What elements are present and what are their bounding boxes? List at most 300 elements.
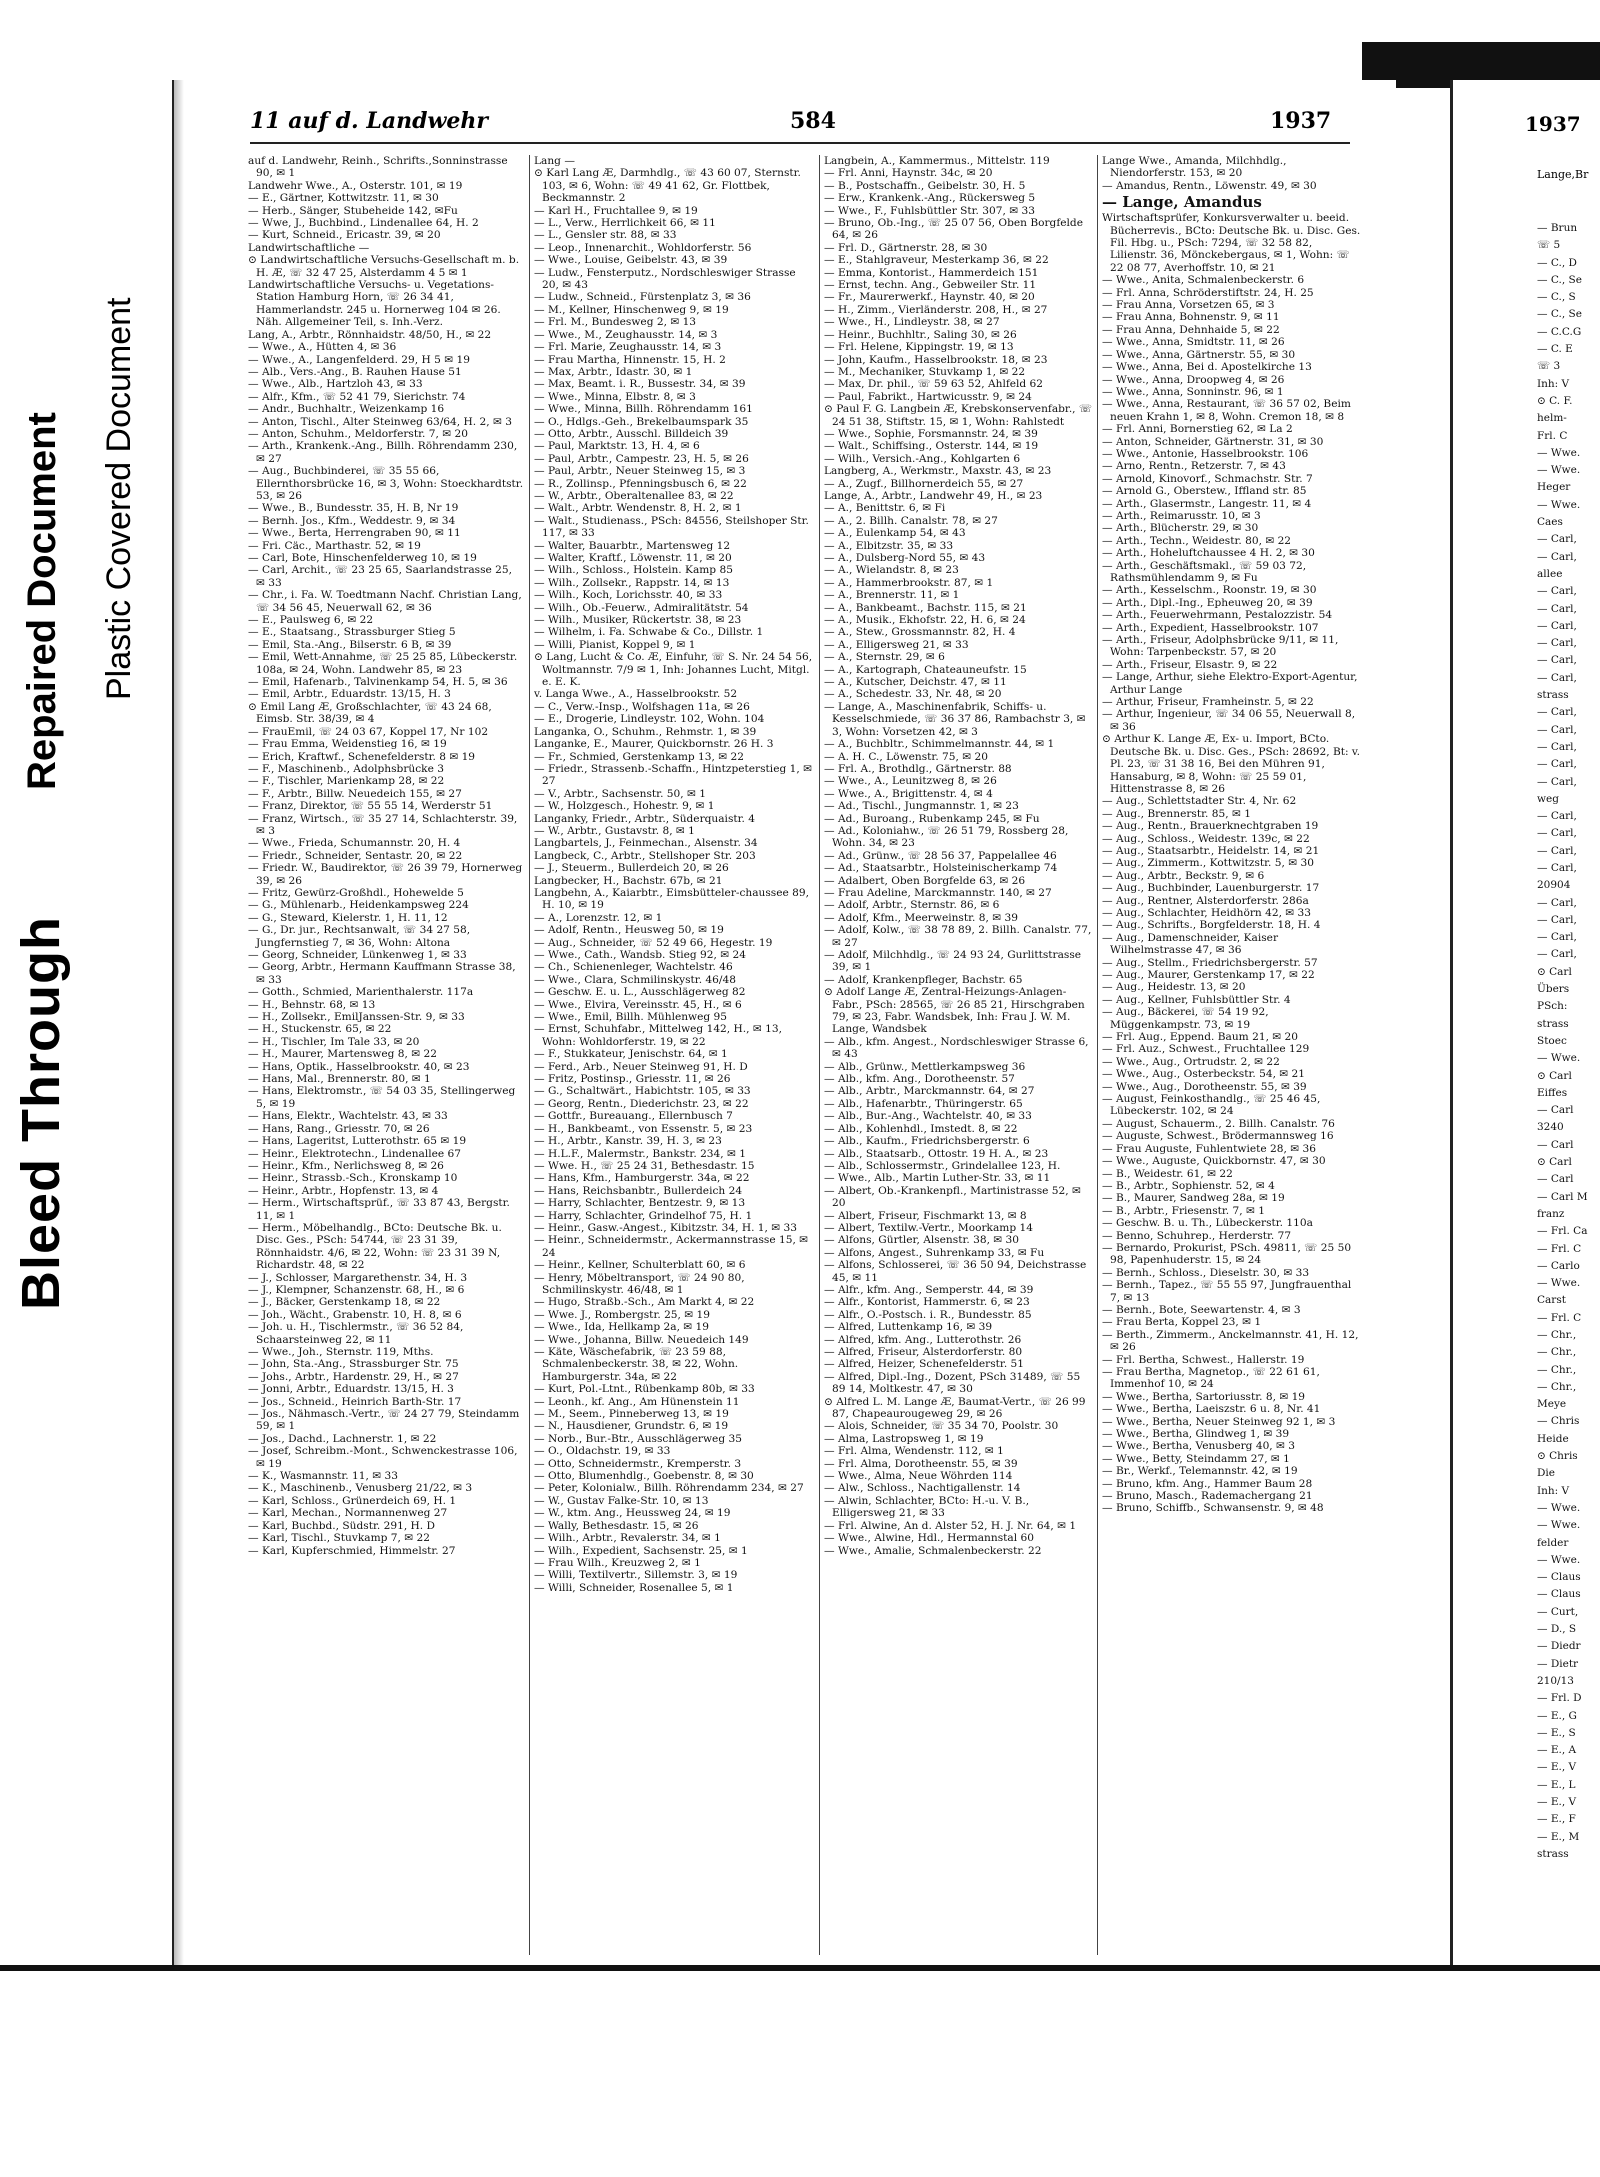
next-page-fragment: Die [1537, 1467, 1555, 1480]
directory-entry: — Wally, Bethesdastr. 15, ✉ 26 [534, 1519, 699, 1532]
directory-entry: — Ad., Grünw., ☏ 28 56 37, Pappelallee 46 [824, 849, 1057, 862]
directory-entry: — Hans, Rang., Griesstr. 70, ✉ 26 [248, 1122, 430, 1135]
directory-entry: — Fr., Schmied, Gerstenkamp 13, ✉ 22 [534, 750, 744, 763]
directory-entry: — Alfr., Kfm., ☏ 52 41 79, Sierichstr. 74 [248, 390, 466, 403]
directory-entry: — Arthur, Ingenieur, ☏ 34 06 55, Neuerwall 8, ✉ 36 [1102, 708, 1356, 733]
directory-entry: ⊙ Landwirtschaftliche Versuchs-Gesellschaft m. b. H. Æ, ☏ 32 47 25, Alsterdamm 4 5 ✉ 1 [248, 254, 520, 279]
next-page-fragment: Inh: V [1537, 1484, 1570, 1497]
directory-entry: — Alfred, Dipl.-Ing., Dozent, PSch 31489, ☏ 55 89 14, Moltkestr. 47, ✉ 30 [824, 1370, 1081, 1396]
directory-entry: — Heinr., Elektrotechn., Lindenallee 67 [248, 1147, 461, 1160]
directory-entry: — B., Postschaffn., Geibelstr. 30, H. 5 [824, 179, 1026, 192]
directory-entry: — Georg, Schneider, Lünkenweg 1, ✉ 33 [248, 949, 467, 961]
directory-entry: — Käte, Wäschefabrik, ☏ 23 59 88, Schmalenbeckerstr. 38, ✉ 22, Wohn. Hamburgerstr. 34a, ✉ 22 [534, 1346, 739, 1383]
directory-entry: — Wilh., Zollsekr., Rappstr. 14, ✉ 13 [534, 576, 730, 589]
directory-entry: — Alfr., Kontorist, Hammerstr. 6, ✉ 23 [824, 1296, 1030, 1309]
directory-column-1 [248, 155, 524, 1955]
next-page-fragment: — Chr., [1537, 1363, 1577, 1376]
next-page-fragment: ⊙ Carl [1537, 1156, 1572, 1169]
directory-entry: — Fri. Cäc., Marthastr. 52, ✉ 19 [248, 539, 421, 552]
next-page-fragment: — E., A [1537, 1744, 1577, 1757]
directory-entry: — Heinr., Kellner, Schulterblatt 60, ✉ 6 [534, 1259, 746, 1272]
directory-entry: — Aug., Heidestr. 13, ✉ 20 [1102, 981, 1246, 994]
directory-entry: — Frau Martha, Hinnenstr. 15, H. 2 [534, 353, 726, 366]
directory-entry: — Hugo, Straßb.-Sch., Am Markt 4, ✉ 22 [534, 1296, 755, 1309]
directory-entry: — W., Arbtr., Gustavstr. 8, ✉ 1 [534, 824, 695, 837]
directory-entry: — Bernh., Tapez., ☏ 55 55 97, Jungfrauenthal 7, ✉ 13 [1102, 1279, 1352, 1304]
next-page-fragment: — Carl, [1537, 931, 1577, 944]
directory-entry: — Erw., Krankenk.-Ang., Rückersweg 5 [824, 192, 1036, 205]
directory-entry: — Friedr. W., Baudirektor, ☏ 26 39 79, Hornerweg 39, ✉ 26 [248, 862, 523, 887]
directory-entry: — J., Steuerm., Bullerdeich 20, ✉ 26 [534, 862, 729, 875]
directory-entry: — Frl. Alma, Wendenstr. 112, ✉ 1 [824, 1445, 1004, 1458]
directory-entry: — H., Zollsekr., EmilJanssen-Str. 9, ✉ 33 [248, 1011, 465, 1024]
directory-entry: — Aug., Rentner, Alsterdorferstr. 286a [1102, 894, 1309, 907]
directory-entry: — F., Stukkateur, Jenischstr. 64, ✉ 1 [534, 1048, 728, 1061]
directory-entry: — Wwe., Aug., Osterbeckstr. 54, ✉ 21 [1102, 1068, 1306, 1081]
directory-entry: — M., Kellner, Hinschenweg 9, ✉ 19 [534, 303, 729, 316]
next-page-fragment: — Carl, [1537, 913, 1577, 926]
directory-entry: — E., Drogerie, Lindleystr. 102, Wohn. 104 [534, 713, 765, 726]
directory-entry: — Herb., Sänger, Stubeheide 142, ✉Fu [248, 204, 458, 217]
directory-entry: auf d. Landwehr, Reinh., Schrifts.,Sonninstrasse 90, ✉ 1 [248, 155, 508, 180]
column-divider [1097, 155, 1098, 1955]
next-page-fragment: — Wwe. [1537, 1277, 1581, 1290]
directory-entry: — Wwe., Aug., Ortrudstr. 2, ✉ 22 [1102, 1055, 1280, 1068]
directory-entry: — Peter, Kolonialw., Billh. Röhrendamm 234, ✉ 27 [534, 1482, 804, 1495]
directory-entry: ⊙ Emil Lang Æ, Großschlachter, ☏ 43 24 68, Eimsb. Str. 38/39, ✉ 4 [248, 700, 492, 726]
directory-entry: — A., Musik., Ekhofstr. 22, H. 6, ✉ 24 [824, 614, 1026, 627]
directory-entry: — Joh., Wächt., Grabenstr. 10, H. 8, ✉ 6 [248, 1308, 462, 1321]
directory-entry: Langbeck, C., Arbtr., Stellshoper Str. 203 [534, 849, 756, 862]
directory-entry: — Alb., Hafenarbtr., Thüringerstr. 65 [824, 1097, 1023, 1110]
directory-entry: — Wwe., Emil, Billh. Mühlenweg 95 [534, 1011, 728, 1024]
directory-entry: — Alfred, Luttenkamp 16, ✉ 39 [824, 1321, 993, 1334]
directory-entry: — B., Arbtr., Sophienstr. 52, ✉ 4 [1102, 1179, 1275, 1192]
directory-entry: — Carl, Archit., ☏ 23 25 65, Saarlandstrasse 25, ✉ 33 [248, 564, 513, 589]
next-page-fragment: ⊙ Chris [1537, 1450, 1578, 1463]
directory-entry: — Wwe., Joh., Sternstr. 119, Mths. [248, 1346, 434, 1358]
directory-entry: — Alb., kfm. Ang., Dorotheenstr. 57 [824, 1073, 1015, 1086]
directory-entry: — August, Schauerm., 2. Billh. Canalstr. 76 [1102, 1117, 1335, 1130]
directory-entry: — Alfons, Angest., Suhrenkamp 33, ✉ Fu [824, 1246, 1045, 1259]
directory-entry: — Leop., Innenarchit., Wohldorferstr. 56 [534, 241, 752, 254]
directory-entry: — Arth., Krankenk.-Ang., Billh. Röhrendamm 230, ✉ 27 [248, 440, 518, 465]
next-page-fragment: helm- [1537, 412, 1567, 425]
directory-entry: v. Langa Wwe., A., Hasselbrookstr. 52 [534, 688, 738, 701]
directory-entry: — Emil, Arbtr., Eduardstr. 13/15, H. 3 [248, 688, 451, 701]
directory-entry: — Wwe., H., Lindleystr. 38, ✉ 27 [824, 316, 1000, 329]
directory-entry: — Harry, Schlachter, Bentzestr. 9, ✉ 13 [534, 1197, 746, 1210]
directory-entry: — Jonni, Arbtr., Eduardstr. 13/15, H. 3 [248, 1383, 454, 1396]
directory-entry: — Aug., Stellm., Friedrichsbergerstr. 57 [1102, 956, 1318, 969]
next-page-fragment: — C., S [1537, 291, 1576, 304]
next-page-fragment: — E., V [1537, 1761, 1577, 1774]
directory-entry: — A., Eulenkamp 54, ✉ 43 [824, 527, 966, 540]
directory-entry: — Wilh., Arbtr., Revalerstr. 34, ✉ 1 [534, 1532, 721, 1545]
directory-entry: — Paul, Fabrikt., Hartwicusstr. 9, ✉ 24 [824, 390, 1032, 403]
directory-entry: — Arth., Techn., Weidestr. 80, ✉ 22 [1102, 534, 1292, 547]
directory-entry: — Fritz, Postinsp., Griesstr. 11, ✉ 26 [534, 1073, 731, 1086]
directory-entry: — Walt., Studienass., PSch: 84556, Steilshoper Str. 117, ✉ 33 [534, 514, 809, 540]
directory-entry: — Wwe., Clara, Schmilinskystr. 46/48 [534, 973, 736, 986]
directory-entry: — Franz, Direktor, ☏ 55 55 14, Werderstr 51 [248, 800, 493, 813]
directory-entry: — Anton, Schneider, Gärtnerstr. 31, ✉ 30 [1102, 435, 1324, 448]
directory-entry: — Max, Beamt. i. R., Bussestr. 34, ✉ 39 [534, 378, 746, 391]
directory-entry: — Karl, Buchbd., Südstr. 291, H. D [248, 1519, 436, 1532]
next-page-fragment: Carst [1537, 1294, 1566, 1307]
next-page-fragment: — Frl. C [1537, 1311, 1582, 1324]
directory-entry: — Wwe., Berta, Herrengraben 90, ✉ 11 [248, 527, 461, 540]
directory-entry: — Wilh., Versich.-Ang., Kohlgarten 6 [824, 452, 1021, 465]
next-page-fragment: — Carl, [1537, 671, 1577, 684]
next-page-fragment: strass [1537, 1847, 1569, 1860]
directory-entry: — Alfr., O.-Postsch. i. R., Bundesstr. 85 [824, 1308, 1032, 1321]
directory-entry: — Fr., Maurerwerkf., Haynstr. 40, ✉ 20 [824, 291, 1035, 304]
directory-entry: — A., Hammerbrookstr. 87, ✉ 1 [824, 576, 994, 589]
next-page-fragment: 210/13 [1537, 1674, 1574, 1687]
directory-entry: — Alb., Kaufm., Friedrichsbergerstr. 6 [824, 1135, 1030, 1148]
directory-entry: — Geschw. E. u. L., Ausschlägerweg 82 [534, 986, 746, 999]
directory-entry: — Arth., Feuerwehrmann, Pestalozzistr. 54 [1102, 609, 1333, 622]
next-page-fragment: — C., Se [1537, 273, 1582, 286]
directory-entry: — L., Gensler str. 88, ✉ 33 [534, 229, 677, 242]
directory-entry: — H., Stuckenstr. 65, ✉ 22 [248, 1023, 392, 1036]
directory-entry: — Adolf, Kolw., ☏ 38 78 89, 2. Billh. Canalstr. 77, ✉ 27 [824, 924, 1092, 949]
directory-entry: — A. H. C., Löwenstr. 75, ✉ 20 [824, 750, 988, 763]
directory-entry: — Aug., Rentn., Brauerknechtgraben 19 [1102, 820, 1319, 833]
directory-entry: ⊙ Paul F. G. Langbein Æ, Krebskonservenfabr., ☏ 24 51 38, Stiftstr. 15, ✉ 1, Wohn: Rahlstedt [824, 403, 1093, 428]
next-page-fragment: — Carl, [1537, 844, 1577, 857]
next-page-fragment: — Brun [1537, 222, 1578, 234]
directory-entry: — Willi, Schneider, Rosenallee 5, ✉ 1 [534, 1581, 734, 1594]
directory-entry: — A., Elligersweg 21, ✉ 33 [824, 638, 969, 651]
directory-entry: — Paul, Arbtr., Neuer Steinweg 15, ✉ 3 [534, 465, 746, 478]
directory-entry: — A., Buchbltr., Schimmelmannstr. 44, ✉ 1 [824, 738, 1055, 751]
next-page-fragment: ⊙ Carl [1537, 965, 1572, 978]
directory-entry: — Joh. u. H., Tischlermstr., ☏ 36 52 84, Schaarsteinweg 22, ✉ 11 [248, 1321, 464, 1346]
directory-entry: — Bernh., Schloss., Dieselstr. 30, ✉ 33 [1102, 1266, 1310, 1279]
next-page-fragment: ⊙ Carl [1537, 1069, 1572, 1082]
directory-entry: — Berth., Zimmerm., Anckelmannstr. 41, H. 12, ✉ 26 [1102, 1328, 1359, 1354]
directory-entry: — Karl, Tischl., Stuvkamp 7, ✉ 22 [248, 1532, 430, 1545]
next-page-fragment: — Wwe. [1537, 1501, 1581, 1514]
next-page-fragment: allee [1537, 567, 1563, 580]
next-page-fragment: — E., S [1537, 1726, 1576, 1739]
directory-entry: — Frl. Bertha, Schwest., Hallerstr. 19 [1102, 1353, 1305, 1366]
directory-entry: — Georg, Rentn., Diederichstr. 23, ✉ 22 [534, 1097, 749, 1110]
directory-entry: — A., Bankbeamt., Bachstr. 115, ✉ 21 [824, 601, 1027, 614]
next-page-fragment: — Wwe. [1537, 464, 1581, 477]
directory-entry: ⊙ Alfred L. M. Lange Æ, Baumat-Vertr., ☏ 26 99 87, Chapeaurougeweg 29, ✉ 26 [824, 1395, 1086, 1421]
directory-entry: — Aug., Schlettstadter Str. 4, Nr. 62 [1102, 795, 1297, 808]
directory-entry: — C., Verw.-Insp., Wolfshagen 11a, ✉ 26 [534, 700, 750, 713]
directory-entry: — Wwe., Anna, Restaurant, ☏ 36 57 02, Beim neuen Krahn 1, ✉ 8, Wohn. Cremon 18, ✉ 8 [1102, 398, 1351, 423]
next-page-fragment: — Carl, [1537, 948, 1577, 961]
directory-entry: — Jos., Schneid., Heinrich Barth-Str. 17 [248, 1395, 462, 1408]
directory-entry: — A., Lorenzstr. 12, ✉ 1 [534, 911, 663, 924]
directory-entry: — Frl. D., Gärtnerstr. 28, ✉ 30 [824, 241, 988, 254]
directory-entry: — Frau Bertha, Magnetop., ☏ 22 61 61, Immenhof 10, ✉ 24 [1102, 1366, 1320, 1391]
directory-entry: — Adolf, Kfm., Meerweinstr. 8, ✉ 39 [824, 911, 1018, 924]
next-page-fragment: — Carl, [1537, 550, 1577, 563]
directory-entry: — Wwe., Antonie, Hasselbrookstr. 106 [1102, 447, 1309, 460]
directory-entry: — Bruno, Schiffb., Schwansenstr. 9, ✉ 48 [1102, 1502, 1324, 1515]
directory-entry: — Wilh., Ob.-Feuerw., Admiralitätstr. 54 [534, 601, 749, 614]
directory-entry: — Herm., Möbelhandlg., BCto: Deutsche Bk. u. Disc. Ges., PSch: 54744, ☏ 23 31 39, Rönnhaidstr. 4/6, ✉ 22, Wohn: ☏ 23 31 39 N, Richardstr. 48, ✉ 22 [248, 1221, 502, 1272]
directory-entry: — Andr., Buchhaltr., Weizenkamp 16 [248, 403, 445, 416]
next-page-fragment: — Carl, [1537, 810, 1577, 823]
directory-entry: — A., Brennerstr. 11, ✉ 1 [824, 589, 960, 602]
directory-entry: — M., Mechaniker, Stuvkamp 1, ✉ 22 [824, 365, 1026, 378]
directory-entry: — Frl. Alwine, An d. Alster 52, H. J. Nr. 64, ✉ 1 [824, 1519, 1077, 1532]
directory-entry: — August, Feinkosthandlg., ☏ 25 46 45, Lübeckerstr. 102, ✉ 24 [1102, 1093, 1321, 1118]
directory-entry: — Gottfr., Bureauang., Ellernbusch 7 [534, 1110, 733, 1123]
directory-entry: — Frl. Anna, Schröderstiftstr. 24, H. 25 [1102, 286, 1314, 299]
directory-entry: — B., Arbtr., Friesenstr. 7, ✉ 1 [1102, 1204, 1265, 1217]
directory-entry: — Alfred, Heizer, Schenefelderstr. 51 [824, 1358, 1025, 1371]
directory-entry: — Alwin, Schlachter, BCto: H.-u. V. B., Elligersweg 21, ✉ 33 [824, 1494, 1030, 1520]
directory-entry: — Ch., Schienenleger, Wachtelstr. 46 [534, 961, 733, 974]
directory-entry: — Arth., Reimarusstr. 10, ✉ 3 [1102, 509, 1261, 522]
directory-entry: — Bernh., Bote, Seewartenstr. 4, ✉ 3 [1102, 1303, 1301, 1316]
directory-entry: — Aug., Schloss., Weidestr. 139c, ✉ 22 [1102, 832, 1310, 845]
next-page-fragment: Heger [1537, 481, 1571, 494]
next-page-fragment: ⊙ C. F. [1537, 394, 1573, 407]
next-page-fragment: — E., G [1537, 1709, 1577, 1722]
directory-entry: — Auguste, Schwest., Brödermannsweg 16 [1102, 1130, 1334, 1143]
next-page-fragment: — Carl, [1537, 602, 1577, 615]
directory-entry: — H., Tischler, Im Tale 33, ✉ 20 [248, 1035, 420, 1048]
directory-entry: — K., Maschinenb., Venusberg 21/22, ✉ 3 [248, 1482, 473, 1495]
directory-entry: Wirtschaftsprüfer, Konkursverwalter u. beeid. Bücherrevis., BCto: Deutsche Bk. u. Disc. Ges. Fil. Hbg. u., PSch: 7294, ☏ 32 58 82, Lilienstr. 36, Mönckebergaus, ✉ 1, Wohn: ☏ 22 08 77, Averhoffstr. 10, ✉ 21 [1102, 212, 1361, 274]
directory-entry: — FrauEmil, ☏ 24 03 67, Koppel 17, Nr 102 [248, 725, 489, 738]
directory-entry: — Alma, Lastropsweg 1, ✉ 19 [824, 1432, 984, 1445]
directory-entry: — Friedr., Strassenb.-Schaffn., Hintzpeterstieg 1, ✉ 27 [534, 762, 812, 788]
next-page-fragment: felder [1537, 1536, 1569, 1549]
next-page-fragment: — Wwe. [1537, 498, 1581, 511]
directory-entry: — Wwe., Elvira, Vereinsstr. 45, H., ✉ 6 [534, 998, 742, 1011]
column-divider [529, 155, 530, 1955]
next-page-fragment: — Carl, [1537, 740, 1577, 753]
directory-entry: — Alb., Arbtr., Marckmannstr. 64, ✉ 27 [824, 1085, 1035, 1098]
next-page-fragment: — Carl, [1537, 758, 1577, 771]
page-edge-shadow [174, 80, 184, 1968]
directory-entry: — Alb., Schlossermstr., Grindelallee 123, H. [824, 1159, 1061, 1172]
directory-entry: Landwirtschaftliche Versuchs- u. Vegetations-Station Hamburg Horn, ☏ 26 34 41, Hammerlandstr. 245 u. Hornerweg 104 ✉ 26. Näh. Allgemeiner Teil, s. Inh.-Verz. [248, 279, 501, 329]
directory-entry: — A., Sternstr. 29, ✉ 6 [824, 651, 945, 664]
directory-entry: — Bruno, Ob.-Ing., ☏ 25 07 56, Oben Borgfelde 64, ✉ 26 [824, 217, 1083, 242]
directory-entry: — Emil, Hafenarb., Talvinenkamp 54, H. 5, ✉ 36 [248, 676, 508, 689]
directory-entry: Langbecker, H., Bachstr. 67b, ✉ 21 [534, 874, 723, 887]
directory-entry: — Frau Berta, Koppel 23, ✉ 1 [1102, 1316, 1262, 1329]
directory-entry: — Alb., Bur.-Ang., Wachtelstr. 40, ✉ 33 [824, 1110, 1032, 1123]
directory-entry: — Frau Auguste, Fuhlentwiete 28, ✉ 36 [1102, 1142, 1316, 1155]
directory-entry: — V., Arbtr., Sachsenstr. 50, ✉ 1 [534, 787, 707, 800]
directory-entry: — Paul, Marktstr. 13, H. 4, ✉ 6 [534, 440, 700, 453]
next-page-fragment: — Carl, [1537, 723, 1577, 736]
directory-entry: — H., Zimm., Vierländerstr. 208, H., ✉ 27 [824, 303, 1048, 316]
directory-entry: — N., Hausdiener, Grundstr. 6, ✉ 19 [534, 1420, 729, 1433]
next-page-fragment: — Carl [1537, 1173, 1574, 1186]
next-page-fragment: — C., Se [1537, 308, 1582, 321]
directory-entry: — W., Arbtr., Oberaltenallee 83, ✉ 22 [534, 489, 734, 502]
directory-entry: — John, Kaufm., Hasselbrookstr. 18, ✉ 23 [824, 353, 1048, 366]
directory-entry: — Ad., Koloniahw., ☏ 26 51 79, Rossberg 28, Wohn. 34, ✉ 23 [824, 824, 1069, 850]
directory-entry: — Paul, Arbtr., Campestr. 23, H. 5, ✉ 26 [534, 452, 749, 465]
directory-entry: — Lange, A., Maschinenfabrik, Schiffs- u. Kesselschmiede, ☏ 36 37 86, Rambachstr 3, ✉ 3, Wohn: Vorsetzen 42, ✉ 3 [824, 700, 1086, 738]
directory-entry: — Wwe., Bertha, Laeiszstr. 6 u. 8, Nr. 41 [1102, 1403, 1321, 1416]
directory-entry: — Aug., Maurer, Gerstenkamp 17, ✉ 22 [1102, 969, 1315, 981]
next-page-fragment: — C.C.G [1537, 325, 1582, 338]
directory-entry: — Wwe. H., ☏ 25 24 31, Bethesdastr. 15 [534, 1159, 755, 1172]
next-page-fragment: — Carl M [1537, 1190, 1588, 1203]
directory-entry: — Wwe., Anna, Smidtstr. 11, ✉ 26 [1102, 336, 1285, 349]
directory-entry: Langanke, E., Maurer, Quickbornstr. 26 H. 3 [534, 738, 774, 751]
directory-entry: — Ad., Tischl., Jungmannstr. 1, ✉ 23 [824, 800, 1019, 813]
directory-entry: — Arth., Glasermstr., Langestr. 11, ✉ 4 [1102, 497, 1312, 510]
directory-entry: — Wwe., A., Hütten 4, ✉ 36 [248, 341, 397, 354]
directory-entry: — Adalbert, Oben Borgfelde 63, ✉ 26 [824, 874, 1026, 887]
directory-entry: — Wwe., Anna, Bei d. Apostelkirche 13 [1102, 361, 1312, 374]
next-page-fragment: ☏ 5 [1537, 239, 1561, 252]
directory-entry: — Aug., Damenschneider, Kaiser Wilhelmstrasse 47, ✉ 36 [1102, 931, 1279, 957]
directory-entry: — Hans, Elektromstr., ☏ 54 03 35, Stellingerweg 5, ✉ 19 [248, 1085, 516, 1110]
directory-entry: — Herm., Wirtschaftsprüf., ☏ 33 87 43, Bergstr. 11, ✉ 1 [248, 1197, 510, 1222]
label-plastic-covered: Plastic Covered Document [100, 297, 138, 700]
directory-entry: — Fritz, Gewürz-Großhdl., Hohewelde 5 [248, 886, 464, 899]
directory-entry: — Hans, Elektr., Wachtelstr. 43, ✉ 33 [248, 1110, 448, 1123]
directory-entry: — Wwe. J., Rombergstr. 25, ✉ 19 [534, 1308, 711, 1321]
directory-entry: — Wwe., Betty, Steindamm 27, ✉ 1 [1102, 1452, 1290, 1465]
directory-entry: — J., Klempner, Schanzenstr. 68, H., ✉ 6 [248, 1283, 465, 1296]
directory-entry: — Alois, Schneider, ☏ 35 34 70, Poolstr. 30 [824, 1420, 1059, 1433]
directory-entry: — Emil, Sta.-Ang., Bilserstr. 6 B, ✉ 39 [248, 638, 452, 651]
next-page-fragment: — Curt, [1537, 1605, 1579, 1618]
next-page-fragment: — Carl, [1537, 827, 1577, 840]
next-page-fragment: — Carl [1537, 1138, 1574, 1151]
directory-entry: — Harry, Schlachter, Grindelhof 75, H. 1 [534, 1209, 753, 1222]
directory-entry: — Wwe., M., Zeughausstr. 14, ✉ 3 [534, 328, 718, 341]
directory-entry: — Wilh., Expedient, Sachsenstr. 25, ✉ 1 [534, 1544, 748, 1557]
next-page-fragment: — D., S [1537, 1623, 1577, 1636]
directory-entry: — Hans, Lageritst, Lutterothstr. 65 ✉ 19 [248, 1135, 467, 1148]
next-page-fragment: — Carl, [1537, 654, 1577, 667]
directory-entry: — Arth., Expedient, Hasselbrookstr. 107 [1102, 621, 1319, 634]
directory-entry: — Aug., Brennerstr. 85, ✉ 1 [1102, 807, 1251, 820]
directory-entry: Lange, A., Arbtr., Landwehr 49, H., ✉ 23 [824, 489, 1043, 502]
directory-entry: — E., Gärtner, Kottwitzstr. 11, ✉ 30 [248, 192, 439, 205]
directory-entry: — W., ktm. Ang., Heussweg 24, ✉ 19 [534, 1507, 731, 1520]
directory-entry: — Aug., Schneider, ☏ 52 49 66, Hegestr. 19 [534, 936, 773, 949]
directory-entry: — G., Schaltwärt., Habichtstr. 105, ✉ 33 [534, 1085, 751, 1098]
directory-entry: — H.L.F., Malermstr., Bankstr. 234, ✉ 1 [534, 1147, 747, 1160]
directory-entry: — Ad., Staatsarbtr., Holsteinischerkamp 74 [824, 862, 1058, 875]
directory-entry: — Wwe., Bertha, Neuer Steinweg 92 1, ✉ 3 [1102, 1415, 1336, 1428]
next-page-fragment: — Carl, [1537, 706, 1577, 719]
next-page-fragment: — C. E [1537, 343, 1573, 356]
directory-entry: — L., Verw., Herrlichkeit 66, ✉ 11 [534, 217, 716, 230]
directory-entry: — Aug., Arbtr., Beckstr. 9, ✉ 6 [1102, 869, 1265, 882]
directory-entry: — A., Benittstr. 6, ✉ Fi [824, 502, 946, 515]
directory-entry: — Alfons, Schlosserei, ☏ 36 50 94, Deichstrasse 45, ✉ 11 [824, 1259, 1087, 1284]
directory-entry: — Frl. Anni, Haynstr. 34c, ✉ 20 [824, 167, 993, 180]
directory-entry: — Heinr., Gasw.-Angest., Kibitzstr. 34, H. 1, ✉ 33 [534, 1221, 798, 1234]
directory-entry: — Karl H., Fruchtallee 9, ✉ 19 [534, 204, 698, 217]
directory-entry: — Arnold G., Oberstew., Iffland str. 85 [1102, 485, 1307, 498]
directory-entry: ⊙ Arthur K. Lange Æ, Ex- u. Import, BCto. Deutsche Bk. u. Disc. Ges., PSch: 28692, Bt: v. Pl. 23, ☏ 31 38 16, Bei den Mühren 91, Hansaburg, ✉ 8, Wohn: ☏ 25 59 01, Hittenstrasse 8, ✉ 26 [1102, 733, 1361, 795]
directory-entry: — Ferd., Arb., Neuer Steinweg 91, H. D [534, 1060, 748, 1073]
directory-entry: — Aug., Schrifts., Borgfelderstr. 18, H. 4 [1102, 919, 1321, 932]
directory-entry: — Wwe., Bertha, Venusberg 40, ✉ 3 [1102, 1440, 1296, 1453]
next-page-fragment: — Carl, [1537, 585, 1577, 598]
directory-entry: — J., Bäcker, Gerstenkamp 18, ✉ 22 [248, 1296, 441, 1309]
directory-entry: — Willi, Pianist, Koppel 9, ✉ 1 [534, 638, 696, 651]
directory-entry: — Frl. A., Brothdlg., Gärtnerstr. 88 [824, 762, 1012, 775]
directory-entry: — H., Arbtr., Kanstr. 39, H. 3, ✉ 23 [534, 1135, 722, 1148]
directory-entry: — Alw., Schloss., Nachtigallenstr. 14 [824, 1482, 1021, 1495]
directory-entry: — Wwe., F., Fuhlsbüttler Str. 307, ✉ 33 [824, 204, 1035, 217]
directory-entry: — Hans, Optik., Hasselbrookstr. 40, ✉ 23 [248, 1060, 470, 1073]
next-page-fragment: Frl. C [1537, 429, 1568, 442]
directory-entry: — Wilhelm, i. Fa. Schwabe & Co., Dillstr. 1 [534, 626, 764, 639]
directory-entry: — Wilh., Koch, Lorichsstr. 40, ✉ 33 [534, 589, 723, 602]
directory-entry: — G., Dr. jur., Rechtsanwalt, ☏ 34 27 58, Jungfernstieg 7, ✉ 36, Wohn: Altona [248, 924, 471, 949]
side-labels [0, 0, 170, 2177]
directory-entry: ⊙ Adolf Lange Æ, Zentral-Heizungs-Anlagen-Fabr., PSch: 28565, ☏ 26 85 21, Hirschgraben 79, ✉ 23, Fabr. Wandsbek, Inh: Frau J. W. M. Lange, Wandsbek [824, 986, 1085, 1036]
directory-entry: — Karl, Schloss., Grünerdeich 69, H. 1 [248, 1494, 457, 1507]
next-page-fragment: Eiffes [1537, 1086, 1568, 1099]
directory-entry: — Frl. Marie, Zeughausstr. 14, ✉ 3 [534, 341, 722, 354]
directory-entry: — Jos., Dachd., Lachnerstr. 1, ✉ 22 [248, 1432, 437, 1445]
directory-entry: — Erich, Kraftwf., Schenefelderstr. 8 ✉ 19 [248, 750, 476, 763]
directory-entry: — B., Weidestr. 61, ✉ 22 [1102, 1167, 1233, 1180]
next-page-fragment: — Carl, [1537, 861, 1577, 874]
directory-entry: — Walter, Bauarbtr., Martensweg 12 [534, 539, 731, 552]
directory-entry: — Wwe., A., Leunitzweg 8, ✉ 26 [824, 775, 997, 788]
directory-entry: — Heinr., Buchhltr., Saling 30, ✉ 26 [824, 328, 1017, 341]
directory-entry: — J., Schlosser, Margarethenstr. 34, H. 3 [248, 1271, 468, 1284]
directory-entry: — Wilh., Schloss., Holstein. Kamp 85 [534, 564, 733, 577]
directory-entry: — Bernardo, Prokurist, PSch. 49811, ☏ 25 50 98, Papenhuderstr. 15, ✉ 24 [1102, 1241, 1352, 1267]
next-page-fragment: — Chr., [1537, 1346, 1577, 1359]
page-header [250, 108, 1350, 138]
next-page-fragment: — Chr., [1537, 1329, 1577, 1341]
directory-entry: — Johs., Arbtr., Hardenstr. 29, H., ✉ 27 [248, 1370, 459, 1383]
directory-entry: — A., Elbitzstr. 35, ✉ 33 [824, 539, 954, 552]
directory-entry: — Gotth., Schmied, Marienthalerstr. 117a [248, 986, 474, 999]
directory-entry: — Georg, Arbtr., Hermann Kauffmann Strasse 38, ✉ 33 [248, 961, 516, 986]
directory-entry: — G., Steward, Kielerstr. 1, H. 11, 12 [248, 911, 448, 924]
directory-entry: — Lange, Arthur, siehe Elektro-Export-Agentur, Arthur Lange [1102, 671, 1358, 696]
directory-entry: — Wwe., Amalie, Schmalenbeckerstr. 22 [824, 1544, 1042, 1557]
directory-entry: — Arth., Geschäftsmakl., ☏ 59 03 72, Rathsmühlendamm 9, ✉ Fu [1102, 559, 1307, 584]
directory-entry: — Arth., Dipl.-Ing., Epheuweg 20, ✉ 39 [1102, 596, 1313, 609]
directory-entry: — Amandus, Rentn., Löwenstr. 49, ✉ 30 [1102, 179, 1317, 192]
directory-entry: — Alb., kfm. Angest., Nordschleswiger Strasse 6, ✉ 43 [824, 1035, 1089, 1061]
directory-entry: — E., Staatsang., Strassburger Stieg 5 [248, 626, 456, 639]
directory-entry: — W., Holzgesch., Hohestr. 9, ✉ 1 [534, 800, 715, 813]
next-page-fragment: — Wwe. [1537, 1553, 1581, 1566]
directory-entry: — A., Kartograph, Chateauneufstr. 15 [824, 663, 1027, 676]
directory-entry: — Wwe., Anita, Schmalenbeckerstr. 6 [1102, 274, 1305, 287]
directory-entry: — Heinr., Schneidermstr., Ackermannstrasse 15, ✉ 24 [534, 1234, 809, 1259]
next-page-fragment: — Wwe. [1537, 446, 1581, 459]
next-page-fragment: — Claus [1537, 1571, 1581, 1584]
directory-entry: — Wwe., Cath., Wandsb. Stieg 92, ✉ 24 [534, 949, 746, 961]
next-page-fragment: — Wwe. [1537, 1519, 1581, 1532]
directory-entry: — Alfred, kfm. Ang., Lutterothstr. 26 [824, 1333, 1022, 1346]
directory-entry: — Frau Anna, Vorsetzen 65, ✉ 3 [1102, 299, 1275, 312]
